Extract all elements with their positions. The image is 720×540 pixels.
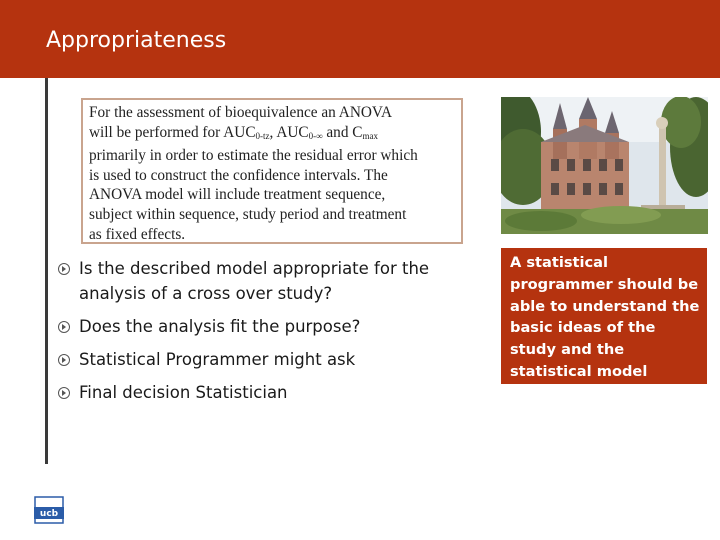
left-divider-line [45,78,48,464]
logo-text: ucb [39,509,59,519]
protocol-quote-text [89,103,457,244]
protocol-quote-box [81,98,463,244]
quote-line-6: subject within sequence, study period and treatment [89,205,407,223]
bullet-text: Statistical Programmer might ask [79,350,356,369]
bullet-item [58,380,478,405]
quote-line-7: as fixed effects. [89,225,186,243]
quote-line-1: For the assessment of bioequivalence an ANOVA [89,104,393,121]
cmax-subscript: max [362,130,379,141]
title-bar [0,0,720,78]
circle-arrow-bullet-icon [58,321,70,333]
castle-photo-icon [501,97,708,234]
quote-line-4: is used to construct the confidence intervals. The [89,166,388,184]
quote-line-3: primarily in order to estimate the residual error which [89,147,418,165]
quote-line-2 [89,123,457,147]
callout-text: A statistical programmer should be able to understand the basic ideas of the study and the statistical model [510,254,700,380]
quote-line-2-a: will be performed for AUC [89,123,256,141]
callout-box [501,248,707,384]
quote-line-2-b: , AUC [269,123,309,141]
circle-arrow-bullet-icon [58,354,70,366]
ucb-logo-icon [32,494,66,526]
circle-arrow-bullet-icon [58,387,70,399]
bullet-text: Final decision Statistician [79,383,288,402]
bullet-list [58,256,478,413]
bullet-text: Is the described model appropriate for the analysis of a cross over study? [79,259,430,303]
quote-line-5: ANOVA model will include treatment sequence, [89,186,386,204]
auc-subscript-tz: 0-tz [255,130,270,141]
quote-line-2-c: and C [322,123,363,141]
bullet-item [58,256,478,306]
auc-subscript-inf: 0-∞ [308,130,323,141]
circle-arrow-bullet-icon [58,263,70,275]
bullet-text: Does the analysis fit the purpose? [79,317,361,336]
slide-title: Appropriateness [46,28,227,53]
bullet-item [58,347,478,372]
bullet-item [58,314,478,339]
